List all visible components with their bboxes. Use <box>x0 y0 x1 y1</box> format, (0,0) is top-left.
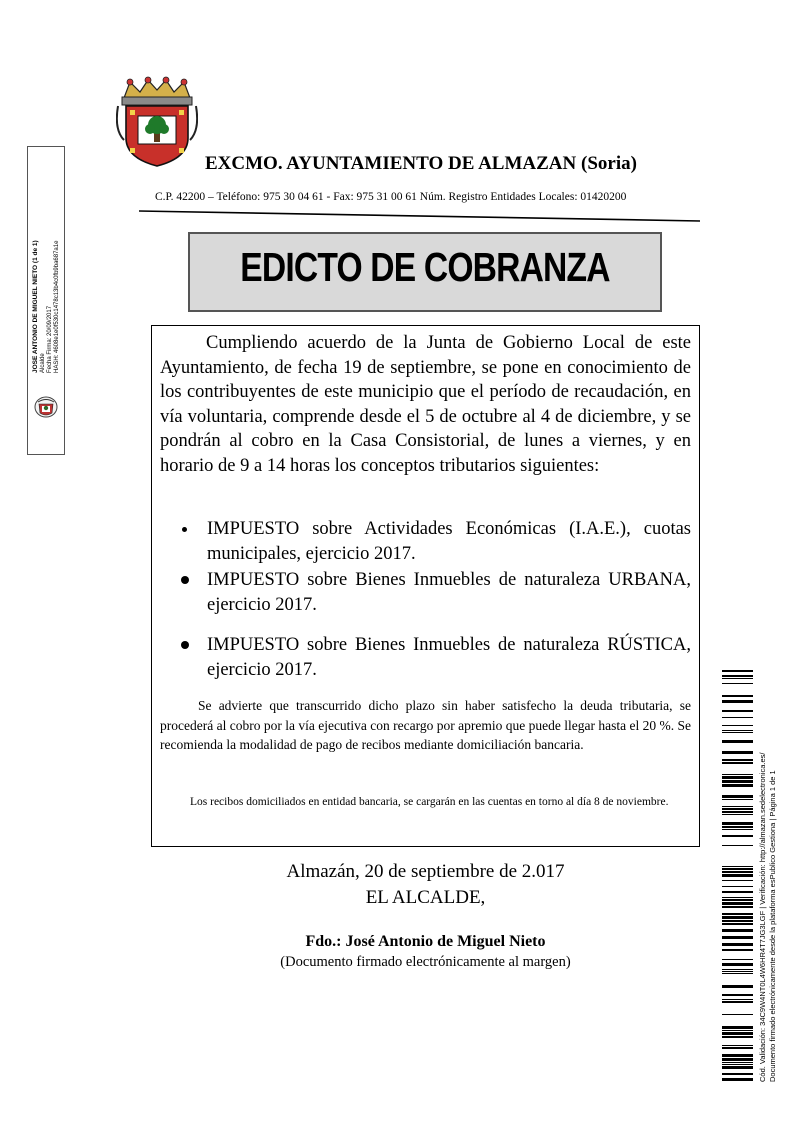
barcode-icon <box>722 670 753 1082</box>
verification-line-2: Documento firmado electrónicamente desde la plataforma esPublico Gestiona | Página 1 de 1 <box>767 770 777 1082</box>
signer-title: EL ALCALDE, <box>365 887 486 908</box>
list-item-text: IMPUESTO sobre Actividades Económicas (I.A.E.), cuotas municipales, ejercicio 2017. <box>207 519 691 564</box>
stamp-date: Fecha Firma: 20/09/2017 <box>47 305 53 373</box>
direct-debit-note: Los recibos domiciliados en entidad bancaria, se cargarán en las cuentas en torno al día 8 de noviembre. <box>190 796 669 808</box>
seal-icon <box>33 395 59 419</box>
edict-title-box <box>188 232 662 312</box>
contact-line: C.P. 42200 – Teléfono: 975 30 04 61 - Fax: 975 31 00 61 Núm. Registro Entidades Locales: 01420200 <box>155 191 627 203</box>
signature-note: (Documento firmado electrónicamente al margen) <box>280 954 571 970</box>
stamp-role: Alcalde <box>40 353 46 373</box>
list-item <box>179 517 691 566</box>
stamp-text <box>32 73 61 373</box>
municipal-crest-logo <box>116 76 198 168</box>
signer-name: Fdo.: José Antonio de Miguel Nieto <box>305 933 546 950</box>
list-item-text: IMPUESTO sobre Bienes Inmuebles de naturaleza RÚSTICA, ejercicio 2017. <box>207 635 691 680</box>
stamp-signer: JOSE ANTONIO DE MIGUEL NIETO (1 de 1) <box>32 240 39 373</box>
verification-text <box>758 662 777 1082</box>
page-title: EXCMO. AYUNTAMIENTO DE ALMAZAN (Soria) <box>205 153 637 174</box>
verification-line-1: Cód. Validación: 34C9W4NT0L4W6HR4T7JG3LGF | Verificación: http://almazan.sedelectronica.es/ <box>758 752 767 1082</box>
warning-note: Se advierte que transcurrido dicho plazo sin haber satisfecho la deuda tributaria, se procederá al cobro por la vía ejecutiva con recargo por apremio que puede llegar hasta el 20 %. Se recomienda la modalidad de pago de recibos mediante domiciliación bancaria. <box>160 698 691 752</box>
list-item <box>179 633 691 682</box>
header-divider <box>139 210 700 222</box>
list-item <box>179 568 691 617</box>
place-date: Almazán, 20 de septiembre de 2.017 <box>286 861 565 882</box>
edict-title: EDICTO DE COBRANZA <box>240 244 610 290</box>
stamp-hash: HASH: 4608e1e0f530c1478c13b4c0fb9ba687a1e <box>54 240 60 373</box>
intro-paragraph: Cumpliendo acuerdo de la Junta de Gobierno Local de este Ayuntamiento, de fecha 19 de septiembre, se pone en conocimiento de los contribuyentes de este municipio que el período de recaudación, en vía voluntaria, comprende desde el 5 de octubre al 4 de diciembre, y se pondrán al cobro en la Casa Consistorial, de lunes a viernes, y en horario de 9 a 14 horas los conceptos tributarios siguientes: <box>160 333 691 476</box>
signature-stamp <box>27 146 65 455</box>
edict-body-box <box>151 325 700 847</box>
bullet-icon <box>182 527 187 532</box>
bullet-icon <box>181 576 189 584</box>
list-item-text: IMPUESTO sobre Bienes Inmuebles de naturaleza URBANA, ejercicio 2017. <box>207 570 691 615</box>
bullet-icon <box>181 641 189 649</box>
